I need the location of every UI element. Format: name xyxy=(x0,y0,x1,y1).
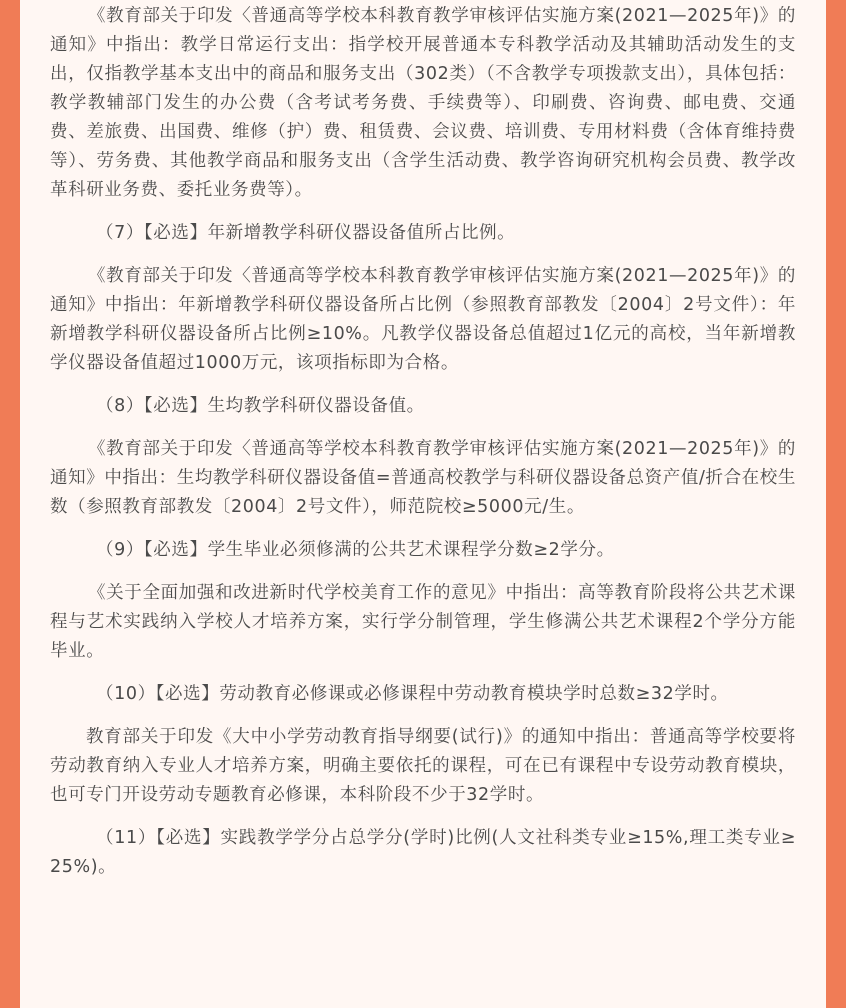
quote-paragraph-operating-expenses: 《教育部关于印发〈普通高等学校本科教育教学审核评估实施方案(2021—2025年)》的通知》中指出：教学日常运行支出：指学校开展普通本专科教学活动及其辅助活动发生的支出，仅指教学基本支出中的商品和服务支出（302类）（不含教学专项拨款支出），具体包括：教学教辅部门发生的办公费（含考试考务费、手续费等）、印刷费、咨询费、邮电费、交通费、差旅费、出国费、维修（护）费、租赁费、会议费、培训费、专用材料费（含体育维持费等）、劳务费、其他教学商品和服务支出（含学生活动费、教学咨询研究机构会员费、教学改革科研业务费、委托业务费等）。 xyxy=(50,6,796,200)
indicator-item-10: （10）【必选】劳动教育必修课或必修课程中劳动教育模块学时总数≥32学时。 xyxy=(96,684,729,704)
quote-paragraph-equipment-per-student: 《教育部关于印发〈普通高等学校本科教育教学审核评估实施方案(2021—2025年)》的通知》中指出：生均教学科研仪器设备值=普通高校教学与科研仪器设备总资产值/折合在校生数（参照教育部教发〔2004〕2号文件），师范院校≥5000元/生。 xyxy=(50,439,796,517)
quote-paragraph-new-equipment-ratio: 《教育部关于印发〈普通高等学校本科教育教学审核评估实施方案(2021—2025年)》的通知》中指出：年新增教学科研仪器设备所占比例（参照教育部教发〔2004〕2号文件）：年新增教学科研仪器设备所占比例≥10%。凡教学仪器设备总值超过1亿元的高校，当年新增教学仪器设备值超过1000万元，该项指标即为合格。 xyxy=(50,266,796,373)
indicator-item-9: （9）【必选】学生毕业必须修满的公共艺术课程学分数≥2学分。 xyxy=(96,540,615,560)
quote-paragraph-art-education: 《关于全面加强和改进新时代学校美育工作的意见》中指出：高等教育阶段将公共艺术课程与艺术实践纳入学校人才培养方案，实行学分制管理，学生修满公共艺术课程2个学分方能毕业。 xyxy=(50,583,796,661)
indicator-item-11: （11）【必选】实践教学学分占总学分(学时)比例(人文社科类专业≥15%,理工类专业≥25%)。 xyxy=(50,828,796,877)
document-page xyxy=(20,0,826,1008)
indicator-item-8: （8）【必选】生均教学科研仪器设备值。 xyxy=(96,396,425,416)
quote-paragraph-labor-education: 教育部关于印发《大中小学劳动教育指导纲要(试行)》的通知中指出：普通高等学校要将劳动教育纳入专业人才培养方案，明确主要依托的课程，可在已有课程中专设劳动教育模块，也可专门开设劳动专题教育必修课，本科阶段不少于32学时。 xyxy=(50,727,796,805)
indicator-item-7: （7）【必选】年新增教学科研仪器设备值所占比例。 xyxy=(96,223,516,243)
